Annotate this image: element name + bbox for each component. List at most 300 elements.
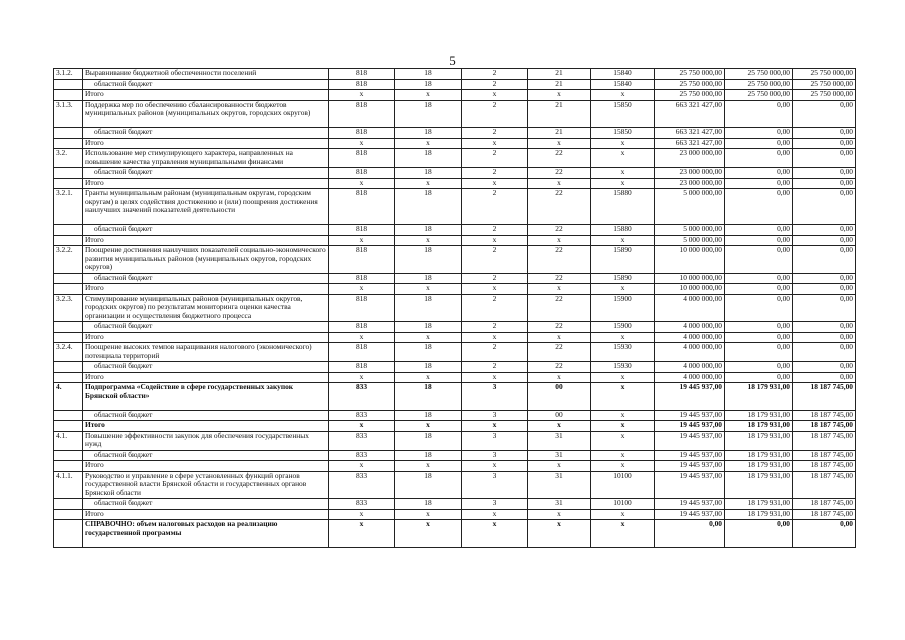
code-program: 18 bbox=[395, 225, 462, 236]
code-subprogram: х bbox=[462, 372, 528, 383]
amount-year-1: 19 445 937,00 bbox=[655, 410, 725, 421]
row-name: Повышение эффективности закупок для обеспечения государственных нужд bbox=[83, 431, 329, 450]
code-direction: 15850 bbox=[591, 128, 655, 139]
row-number bbox=[54, 273, 83, 284]
code-subprogram: 2 bbox=[462, 225, 528, 236]
row-number bbox=[54, 499, 83, 510]
code-subprogram: 2 bbox=[462, 294, 528, 322]
code-direction: х bbox=[591, 520, 655, 548]
amount-year-3: 0,00 bbox=[793, 273, 856, 284]
amount-year-3: 0,00 bbox=[793, 225, 856, 236]
amount-year-1: 4 000 000,00 bbox=[655, 332, 725, 343]
amount-year-2: 0,00 bbox=[725, 168, 793, 179]
amount-year-2: 0,00 bbox=[725, 178, 793, 189]
code-direction: х bbox=[591, 332, 655, 343]
row-number bbox=[54, 520, 83, 548]
code-direction: 15850 bbox=[591, 100, 655, 128]
amount-year-2: 18 179 931,00 bbox=[725, 471, 793, 499]
table-row bbox=[54, 322, 856, 333]
amount-year-2: 0,00 bbox=[725, 225, 793, 236]
code-program: 18 bbox=[395, 273, 462, 284]
code-subprogram: х bbox=[462, 284, 528, 295]
code-event: 21 bbox=[528, 79, 591, 90]
amount-year-3: 18 187 745,00 bbox=[793, 383, 856, 411]
code-subprogram: х bbox=[462, 461, 528, 472]
table-row bbox=[54, 450, 856, 461]
code-event: х bbox=[528, 178, 591, 189]
row-number bbox=[54, 90, 83, 101]
row-name: Итого bbox=[83, 372, 329, 383]
code-grbs: 818 bbox=[329, 294, 395, 322]
amount-year-3: 0,00 bbox=[793, 138, 856, 149]
code-event: 21 bbox=[528, 69, 591, 80]
amount-year-2: 18 179 931,00 bbox=[725, 499, 793, 510]
row-name: Итого bbox=[83, 332, 329, 343]
code-grbs: х bbox=[329, 235, 395, 246]
row-number bbox=[54, 421, 83, 432]
code-grbs: х bbox=[329, 520, 395, 548]
code-direction: х bbox=[591, 138, 655, 149]
code-direction: х bbox=[591, 509, 655, 520]
code-grbs: 818 bbox=[329, 246, 395, 274]
amount-year-3: 25 750 000,00 bbox=[793, 90, 856, 101]
code-direction: х bbox=[591, 450, 655, 461]
code-grbs: х bbox=[329, 461, 395, 472]
code-direction: х bbox=[591, 90, 655, 101]
amount-year-2: 0,00 bbox=[725, 189, 793, 225]
row-name: областной бюджет bbox=[83, 79, 329, 90]
amount-year-2: 0,00 bbox=[725, 322, 793, 333]
code-program: х bbox=[395, 235, 462, 246]
table-row bbox=[54, 509, 856, 520]
page-number: 5 bbox=[449, 53, 456, 68]
amount-year-3: 25 750 000,00 bbox=[793, 69, 856, 80]
row-number bbox=[54, 410, 83, 421]
amount-year-1: 0,00 bbox=[655, 520, 725, 548]
code-subprogram: х bbox=[462, 332, 528, 343]
row-name: Поощрение достижения наилучших показателей социально-экономического развития муниципальных районов (муниципальных округов, городских округов) bbox=[83, 246, 329, 274]
amount-year-1: 19 445 937,00 bbox=[655, 461, 725, 472]
amount-year-1: 663 321 427,00 bbox=[655, 138, 725, 149]
code-grbs: 818 bbox=[329, 128, 395, 139]
amount-year-2: 18 179 931,00 bbox=[725, 410, 793, 421]
code-program: х bbox=[395, 284, 462, 295]
amount-year-2: 0,00 bbox=[725, 343, 793, 362]
row-name: Поощрение высоких темпов наращивания налогового (экономического) потенциала территорий bbox=[83, 343, 329, 362]
code-subprogram: 2 bbox=[462, 322, 528, 333]
amount-year-1: 19 445 937,00 bbox=[655, 421, 725, 432]
code-direction: х bbox=[591, 178, 655, 189]
amount-year-2: 0,00 bbox=[725, 246, 793, 274]
code-subprogram: х bbox=[462, 235, 528, 246]
code-event: х bbox=[528, 421, 591, 432]
table-row bbox=[54, 168, 856, 179]
table-row bbox=[54, 372, 856, 383]
code-grbs: х bbox=[329, 178, 395, 189]
code-direction: х bbox=[591, 383, 655, 411]
amount-year-2: 0,00 bbox=[725, 149, 793, 168]
amount-year-2: 0,00 bbox=[725, 128, 793, 139]
code-direction: х bbox=[591, 284, 655, 295]
amount-year-3: 0,00 bbox=[793, 322, 856, 333]
amount-year-1: 663 321 427,00 bbox=[655, 100, 725, 128]
row-name: Итого bbox=[83, 461, 329, 472]
code-event: 31 bbox=[528, 499, 591, 510]
code-grbs: х bbox=[329, 90, 395, 101]
code-grbs: х bbox=[329, 372, 395, 383]
code-program: 18 bbox=[395, 79, 462, 90]
code-direction: х bbox=[591, 410, 655, 421]
amount-year-3: 0,00 bbox=[793, 372, 856, 383]
code-event: 21 bbox=[528, 100, 591, 128]
code-grbs: х bbox=[329, 284, 395, 295]
code-program: 18 bbox=[395, 499, 462, 510]
amount-year-3: 0,00 bbox=[793, 332, 856, 343]
code-grbs: 818 bbox=[329, 343, 395, 362]
code-grbs: 818 bbox=[329, 273, 395, 284]
amount-year-3: 18 187 745,00 bbox=[793, 421, 856, 432]
amount-year-1: 10 000 000,00 bbox=[655, 246, 725, 274]
code-subprogram: 3 bbox=[462, 499, 528, 510]
code-subprogram: х bbox=[462, 138, 528, 149]
code-direction: 15930 bbox=[591, 343, 655, 362]
amount-year-3: 0,00 bbox=[793, 284, 856, 295]
code-program: 18 bbox=[395, 471, 462, 499]
code-event: 31 bbox=[528, 450, 591, 461]
table-row bbox=[54, 128, 856, 139]
code-direction: 15880 bbox=[591, 225, 655, 236]
code-program: х bbox=[395, 138, 462, 149]
row-number bbox=[54, 509, 83, 520]
code-grbs: 818 bbox=[329, 100, 395, 128]
amount-year-3: 18 187 745,00 bbox=[793, 471, 856, 499]
table-row bbox=[54, 235, 856, 246]
row-name: Итого bbox=[83, 138, 329, 149]
row-number bbox=[54, 168, 83, 179]
code-subprogram: 2 bbox=[462, 362, 528, 373]
code-direction: 15900 bbox=[591, 294, 655, 322]
amount-year-1: 23 000 000,00 bbox=[655, 149, 725, 168]
row-name: Итого bbox=[83, 421, 329, 432]
table-row bbox=[54, 520, 856, 548]
amount-year-3: 0,00 bbox=[793, 168, 856, 179]
code-subprogram: х bbox=[462, 509, 528, 520]
amount-year-1: 19 445 937,00 bbox=[655, 450, 725, 461]
code-grbs: 818 bbox=[329, 168, 395, 179]
amount-year-2: 25 750 000,00 bbox=[725, 79, 793, 90]
code-program: х bbox=[395, 332, 462, 343]
table-row bbox=[54, 431, 856, 450]
amount-year-3: 0,00 bbox=[793, 149, 856, 168]
amount-year-2: 0,00 bbox=[725, 138, 793, 149]
amount-year-3: 0,00 bbox=[793, 362, 856, 373]
table-row bbox=[54, 421, 856, 432]
row-number: 4.1.1. bbox=[54, 471, 83, 499]
table-row bbox=[54, 90, 856, 101]
code-subprogram: 2 bbox=[462, 149, 528, 168]
code-direction: х bbox=[591, 168, 655, 179]
code-program: 18 bbox=[395, 128, 462, 139]
code-event: 22 bbox=[528, 362, 591, 373]
code-subprogram: х bbox=[462, 520, 528, 548]
table-row bbox=[54, 189, 856, 225]
row-number bbox=[54, 79, 83, 90]
amount-year-2: 0,00 bbox=[725, 372, 793, 383]
row-name: Итого bbox=[83, 235, 329, 246]
code-direction: х bbox=[591, 372, 655, 383]
amount-year-1: 25 750 000,00 bbox=[655, 90, 725, 101]
amount-year-2: 18 179 931,00 bbox=[725, 450, 793, 461]
amount-year-2: 0,00 bbox=[725, 520, 793, 548]
code-program: х bbox=[395, 421, 462, 432]
amount-year-2: 0,00 bbox=[725, 294, 793, 322]
code-grbs: 818 bbox=[329, 69, 395, 80]
amount-year-2: 0,00 bbox=[725, 100, 793, 128]
code-program: 18 bbox=[395, 189, 462, 225]
amount-year-3: 18 187 745,00 bbox=[793, 410, 856, 421]
code-subprogram: х bbox=[462, 178, 528, 189]
row-number bbox=[54, 235, 83, 246]
row-name: областной бюджет bbox=[83, 499, 329, 510]
code-direction: х bbox=[591, 461, 655, 472]
amount-year-1: 4 000 000,00 bbox=[655, 343, 725, 362]
code-program: х bbox=[395, 520, 462, 548]
row-name: областной бюджет bbox=[83, 168, 329, 179]
code-program: 18 bbox=[395, 246, 462, 274]
row-number: 4.1. bbox=[54, 431, 83, 450]
code-program: 18 bbox=[395, 431, 462, 450]
code-program: х bbox=[395, 90, 462, 101]
row-number bbox=[54, 461, 83, 472]
amount-year-3: 0,00 bbox=[793, 178, 856, 189]
code-grbs: 818 bbox=[329, 362, 395, 373]
row-number: 3.2.1. bbox=[54, 189, 83, 225]
row-name: областной бюджет bbox=[83, 362, 329, 373]
amount-year-1: 19 445 937,00 bbox=[655, 471, 725, 499]
table-row bbox=[54, 273, 856, 284]
amount-year-2: 18 179 931,00 bbox=[725, 461, 793, 472]
row-number bbox=[54, 332, 83, 343]
amount-year-3: 0,00 bbox=[793, 520, 856, 548]
row-number: 3.2.2. bbox=[54, 246, 83, 274]
code-event: 21 bbox=[528, 128, 591, 139]
code-program: 18 bbox=[395, 168, 462, 179]
amount-year-1: 10 000 000,00 bbox=[655, 273, 725, 284]
table-row bbox=[54, 100, 856, 128]
code-subprogram: х bbox=[462, 421, 528, 432]
row-name: Стимулирование муниципальных районов (муниципальных округов, городских округов) по результатам мониторинга оценки качества организации и осуществления бюджетного процесса bbox=[83, 294, 329, 322]
amount-year-1: 19 445 937,00 bbox=[655, 509, 725, 520]
amount-year-2: 18 179 931,00 bbox=[725, 431, 793, 450]
table-row bbox=[54, 471, 856, 499]
amount-year-1: 23 000 000,00 bbox=[655, 178, 725, 189]
code-program: 18 bbox=[395, 362, 462, 373]
row-number bbox=[54, 362, 83, 373]
code-program: 18 bbox=[395, 100, 462, 128]
table-row bbox=[54, 149, 856, 168]
code-direction: х bbox=[591, 421, 655, 432]
code-grbs: 818 bbox=[329, 225, 395, 236]
amount-year-1: 663 321 427,00 bbox=[655, 128, 725, 139]
code-subprogram: 2 bbox=[462, 79, 528, 90]
row-number bbox=[54, 128, 83, 139]
table-row bbox=[54, 461, 856, 472]
amount-year-3: 18 187 745,00 bbox=[793, 509, 856, 520]
table-row bbox=[54, 69, 856, 80]
table-row bbox=[54, 362, 856, 373]
row-number: 3.2.3. bbox=[54, 294, 83, 322]
row-name: Итого bbox=[83, 284, 329, 295]
amount-year-2: 18 179 931,00 bbox=[725, 383, 793, 411]
row-name: областной бюджет bbox=[83, 410, 329, 421]
table-row bbox=[54, 178, 856, 189]
row-number bbox=[54, 372, 83, 383]
code-direction: 15880 bbox=[591, 189, 655, 225]
amount-year-1: 4 000 000,00 bbox=[655, 322, 725, 333]
code-subprogram: 3 bbox=[462, 471, 528, 499]
amount-year-1: 4 000 000,00 bbox=[655, 362, 725, 373]
code-program: 18 bbox=[395, 294, 462, 322]
code-subprogram: 2 bbox=[462, 69, 528, 80]
code-event: 22 bbox=[528, 168, 591, 179]
row-name: областной бюджет bbox=[83, 273, 329, 284]
row-number bbox=[54, 322, 83, 333]
amount-year-2: 18 179 931,00 bbox=[725, 509, 793, 520]
amount-year-3: 18 187 745,00 bbox=[793, 499, 856, 510]
amount-year-3: 0,00 bbox=[793, 235, 856, 246]
code-event: х bbox=[528, 461, 591, 472]
code-event: 22 bbox=[528, 343, 591, 362]
table-row bbox=[54, 284, 856, 295]
amount-year-2: 0,00 bbox=[725, 362, 793, 373]
amount-year-3: 0,00 bbox=[793, 128, 856, 139]
code-program: 18 bbox=[395, 149, 462, 168]
amount-year-1: 5 000 000,00 bbox=[655, 225, 725, 236]
amount-year-1: 4 000 000,00 bbox=[655, 372, 725, 383]
amount-year-1: 25 750 000,00 bbox=[655, 69, 725, 80]
code-grbs: 818 bbox=[329, 79, 395, 90]
row-name: областной бюджет bbox=[83, 128, 329, 139]
amount-year-3: 0,00 bbox=[793, 189, 856, 225]
amount-year-1: 5 000 000,00 bbox=[655, 189, 725, 225]
code-subprogram: 3 bbox=[462, 431, 528, 450]
code-program: 18 bbox=[395, 450, 462, 461]
row-name: Гранты муниципальным районам (муниципальным округам, городским округам) в целях содействия достижению и (или) поощрения достижения наилучших значений показателей деятельности bbox=[83, 189, 329, 225]
code-subprogram: 2 bbox=[462, 128, 528, 139]
code-event: 22 bbox=[528, 189, 591, 225]
row-name: Поддержка мер по обеспечению сбалансированности бюджетов муниципальных районов (муниципальных округов, городских округов) bbox=[83, 100, 329, 128]
code-event: 22 bbox=[528, 322, 591, 333]
row-number bbox=[54, 178, 83, 189]
table-row bbox=[54, 499, 856, 510]
code-grbs: 818 bbox=[329, 189, 395, 225]
row-name: областной бюджет bbox=[83, 322, 329, 333]
amount-year-3: 0,00 bbox=[793, 246, 856, 274]
code-direction: 15890 bbox=[591, 273, 655, 284]
amount-year-2: 25 750 000,00 bbox=[725, 69, 793, 80]
amount-year-3: 25 750 000,00 bbox=[793, 79, 856, 90]
amount-year-1: 25 750 000,00 bbox=[655, 79, 725, 90]
code-grbs: 818 bbox=[329, 149, 395, 168]
code-grbs: 833 bbox=[329, 383, 395, 411]
code-grbs: 833 bbox=[329, 499, 395, 510]
row-number bbox=[54, 138, 83, 149]
code-subprogram: 2 bbox=[462, 246, 528, 274]
code-grbs: х bbox=[329, 332, 395, 343]
table-row bbox=[54, 332, 856, 343]
code-event: 22 bbox=[528, 225, 591, 236]
table-row bbox=[54, 294, 856, 322]
table-row bbox=[54, 79, 856, 90]
code-subprogram: х bbox=[462, 90, 528, 101]
amount-year-1: 23 000 000,00 bbox=[655, 168, 725, 179]
budget-table bbox=[53, 68, 856, 548]
code-grbs: 833 bbox=[329, 471, 395, 499]
amount-year-3: 0,00 bbox=[793, 100, 856, 128]
code-event: х bbox=[528, 372, 591, 383]
code-grbs: х bbox=[329, 509, 395, 520]
code-direction: х bbox=[591, 235, 655, 246]
table-row bbox=[54, 225, 856, 236]
table-row bbox=[54, 343, 856, 362]
code-program: х bbox=[395, 372, 462, 383]
row-name: Итого bbox=[83, 90, 329, 101]
code-program: х bbox=[395, 178, 462, 189]
code-event: х bbox=[528, 509, 591, 520]
amount-year-1: 4 000 000,00 bbox=[655, 294, 725, 322]
code-direction: 15890 bbox=[591, 246, 655, 274]
code-subprogram: 3 bbox=[462, 450, 528, 461]
row-name: Итого bbox=[83, 509, 329, 520]
code-grbs: х bbox=[329, 421, 395, 432]
amount-year-1: 19 445 937,00 bbox=[655, 499, 725, 510]
row-number: 3.2.4. bbox=[54, 343, 83, 362]
code-event: х bbox=[528, 138, 591, 149]
amount-year-2: 0,00 bbox=[725, 332, 793, 343]
code-event: 22 bbox=[528, 246, 591, 274]
code-event: х bbox=[528, 332, 591, 343]
code-direction: 15840 bbox=[591, 79, 655, 90]
table-row bbox=[54, 383, 856, 411]
code-direction: 15900 bbox=[591, 322, 655, 333]
code-program: 18 bbox=[395, 322, 462, 333]
code-program: 18 bbox=[395, 343, 462, 362]
code-subprogram: 2 bbox=[462, 189, 528, 225]
code-event: х bbox=[528, 90, 591, 101]
row-name: СПРАВОЧНО: объем налоговых расходов на реализацию государственной программы bbox=[83, 520, 329, 548]
amount-year-2: 0,00 bbox=[725, 235, 793, 246]
code-event: 31 bbox=[528, 431, 591, 450]
row-number: 3.1.3. bbox=[54, 100, 83, 128]
code-subprogram: 2 bbox=[462, 273, 528, 284]
row-name: Выравнивание бюджетной обеспеченности поселений bbox=[83, 69, 329, 80]
row-name: Использование мер стимулирующего характера, направленных на повышение качества управления муниципальными финансами bbox=[83, 149, 329, 168]
amount-year-3: 0,00 bbox=[793, 343, 856, 362]
code-direction: х bbox=[591, 149, 655, 168]
code-program: х bbox=[395, 509, 462, 520]
code-subprogram: 2 bbox=[462, 100, 528, 128]
code-grbs: х bbox=[329, 138, 395, 149]
amount-year-2: 0,00 bbox=[725, 273, 793, 284]
row-number bbox=[54, 450, 83, 461]
code-event: 22 bbox=[528, 273, 591, 284]
amount-year-1: 19 445 937,00 bbox=[655, 431, 725, 450]
code-program: 18 bbox=[395, 410, 462, 421]
code-direction: 10100 bbox=[591, 471, 655, 499]
row-number: 3.2. bbox=[54, 149, 83, 168]
code-event: 22 bbox=[528, 149, 591, 168]
code-event: 31 bbox=[528, 471, 591, 499]
